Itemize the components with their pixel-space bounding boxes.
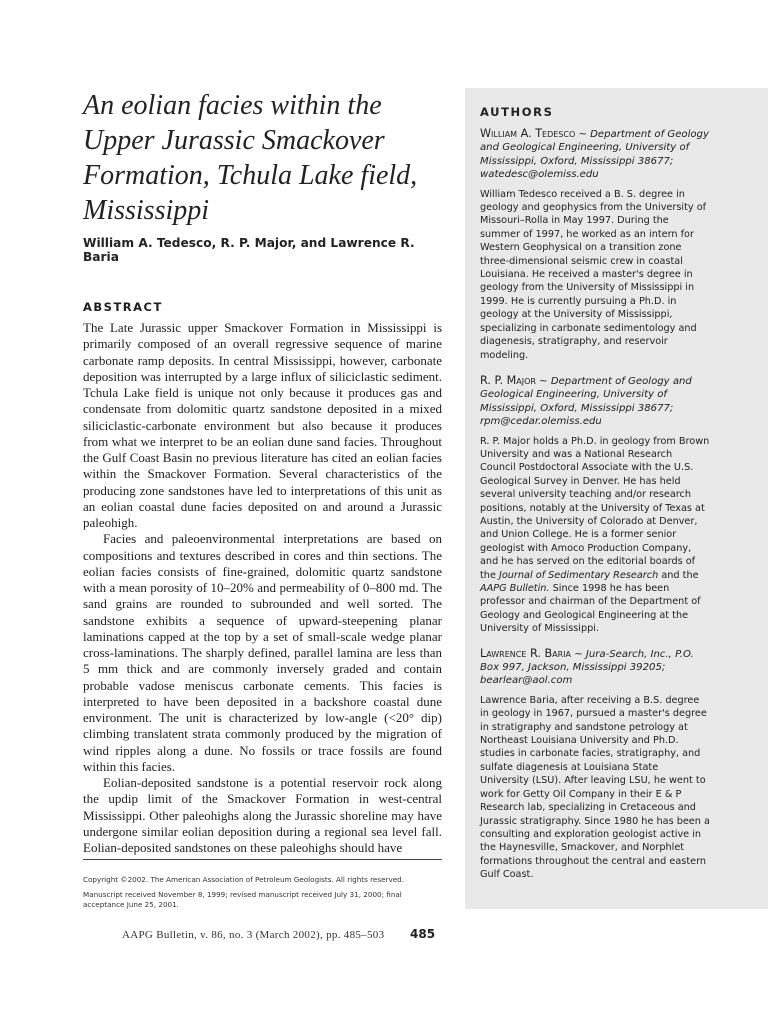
author-name: R. P. Major <box>480 373 536 387</box>
tilde-separator: ~ <box>535 375 551 387</box>
bio-text: R. P. Major holds a Ph.D. in geology from Brown University and was a National Research Council Postdoctoral Associate with the U.S. Geological Survey in Denver. He has held several university teaching and/or research positions, notably at the University of Texas at Austin, the University of Colorado at Denver, and Union College. He is a former senior geologist with Amoco Production Company, and he has served on the editorial boards of the <box>480 435 710 581</box>
footnote <box>83 875 442 915</box>
author-bio <box>480 435 710 636</box>
page-number: 485 <box>410 927 436 941</box>
authors-heading: AUTHORS <box>480 105 554 119</box>
tilde-separator: ~ <box>575 129 591 140</box>
affiliation-text: Department of Geology and Geological Engineering, University of Mississippi, Oxford, Mississippi 38677; watedesc@olemiss.edu <box>480 129 709 181</box>
author-affiliation <box>480 374 710 429</box>
bio-text: Since 1998 he has been professor and chairman of the Department of Geology and Geological Engineering at the University of Mississippi. <box>480 583 701 635</box>
author-bio: Lawrence Baria, after receiving a B.S. degree in geology in 1967, pursued a master's degree in stratigraphy and sandstone petrology at Northeast Louisiana University and Ph.D. studies in carbonate facies, stratigraphy, and sulfate diagenesis at Louisiana State University (LSU). After leaving LSU, he went to work for Getty Oil Company in their E & P Research lab, specializing in Cretaceous and Jurassic stratigraphy. Since 1980 he has been a consulting and exploration geologist active in the Haynesville, Smackover, and Norphlet formations throughout the central and eastern Gulf Coast. <box>480 694 710 881</box>
article-title: An eolian facies within the Upper Jurassic Smackover Formation, Tchula Lake field, Mississippi <box>83 90 418 226</box>
affiliation-text: Department of Geology and Geological Engineering, University of Mississippi, Oxford, Mississippi 38677; rpm@cedar.olemiss.edu <box>480 375 692 428</box>
journal-citation: AAPG Bulletin, v. 86, no. 3 (March 2002), pp. 485–503 <box>122 929 385 941</box>
author-affiliation <box>480 647 710 688</box>
author-name: Lawrence R. Baria <box>480 646 571 660</box>
manuscript-dates: Manuscript received November 8, 1999; revised manuscript received July 31, 2000; final acceptance June 25, 2001. <box>83 889 402 909</box>
abstract-body <box>83 320 442 856</box>
authors-sidebar <box>465 88 768 909</box>
author-name: William A. Tedesco <box>480 127 576 140</box>
journal-name: Journal of Sedimentary Research <box>498 569 659 581</box>
footnote-divider <box>83 859 442 860</box>
tilde-separator: ~ <box>571 648 586 660</box>
abstract-paragraph: Facies and paleoenvironmental interpretations are based on compositions and textures described in cores and thin sections. The eolian facies consists of fine-grained, dolomitic quartz sandstone with a mean porosity of 10–20% and permeability of 0–800 md. The sand grains are rounded to subrounded and well sorted. The sandstone exhibits a sequence of upward-steepening planar laminations capped at the top by a set of small-scale wedge planar cross-laminations. The sharply defined, parallel lamina are less than 5 mm thick and are commonly inversely graded and contain probable vadose meniscus carbonate cements. This facies is interpreted to have been deposited in a backshore coastal dune environment. The unit is characterized by low-angle (<20° dip) climbing translatent strata commonly produced by the migration of wind ripples along a dune. No fossils or trace fossils are found within this facies. <box>83 531 442 774</box>
bio-text: and the <box>658 569 699 581</box>
journal-name: AAPG Bulletin. <box>480 583 550 594</box>
author-list: William A. Tedesco, R. P. Major, and Lawrence R. Baria <box>83 236 415 264</box>
abstract-heading: ABSTRACT <box>83 300 163 314</box>
author-affiliation <box>480 127 710 182</box>
abstract-paragraph: Eolian-deposited sandstone is a potential reservoir rock along the updip limit of the Smackover Formation in west-central Mississippi. Other paleohighs along the Jurassic shoreline may have undergone similar eolian deposition during a regional sea level fall. Eolian-deposited sandstones on these paleohighs should have <box>83 775 442 855</box>
affiliation-text: Jura-Search, Inc., P.O. Box 997, Jackson, Mississippi 39205; bearlear@aol.com <box>480 648 694 687</box>
abstract-paragraph: The Late Jurassic upper Smackover Formation in Mississippi is primarily composed of an overall regressive sequence of marine carbonate ramp deposits. In central Mississippi, however, carbonate deposition was interrupted by a large influx of siliciclastic sediment. Tchula Lake field is unique not only because it produces gas and condensate from dolomitic quartz sandstone deposited in a mixed siliciclastic-carbonate environment but also because it produces from what we interpret to be an eolian dune sand facies. Throughout the Gulf Coast Basin no previous literature has cited an eolian facies within the Smackover Formation. Several characteristics of the producing zone sandstones have led to interpretations of this unit as an eolian coastal dune facies deposited on and around a Jurassic paleohigh. <box>83 320 442 530</box>
copyright-notice: Copyright ©2002. The American Association of Petroleum Geologists. All rights reserved. <box>83 875 404 884</box>
author-bio: William Tedesco received a B. S. degree in geology and geophysics from the University of Missouri–Rolla in May 1997. During the summer of 1997, he worked as an intern for Western Geophysical on a transition zone three-dimensional seismic crew in coastal Louisiana. He received a master's degree in geology from the University of Mississippi in 1999. He is currently pursuing a Ph.D. in geology at the University of Mississippi, specializing in carbonate sedimentology and diagenesis, stratigraphy, and reservoir modeling. <box>480 188 707 361</box>
